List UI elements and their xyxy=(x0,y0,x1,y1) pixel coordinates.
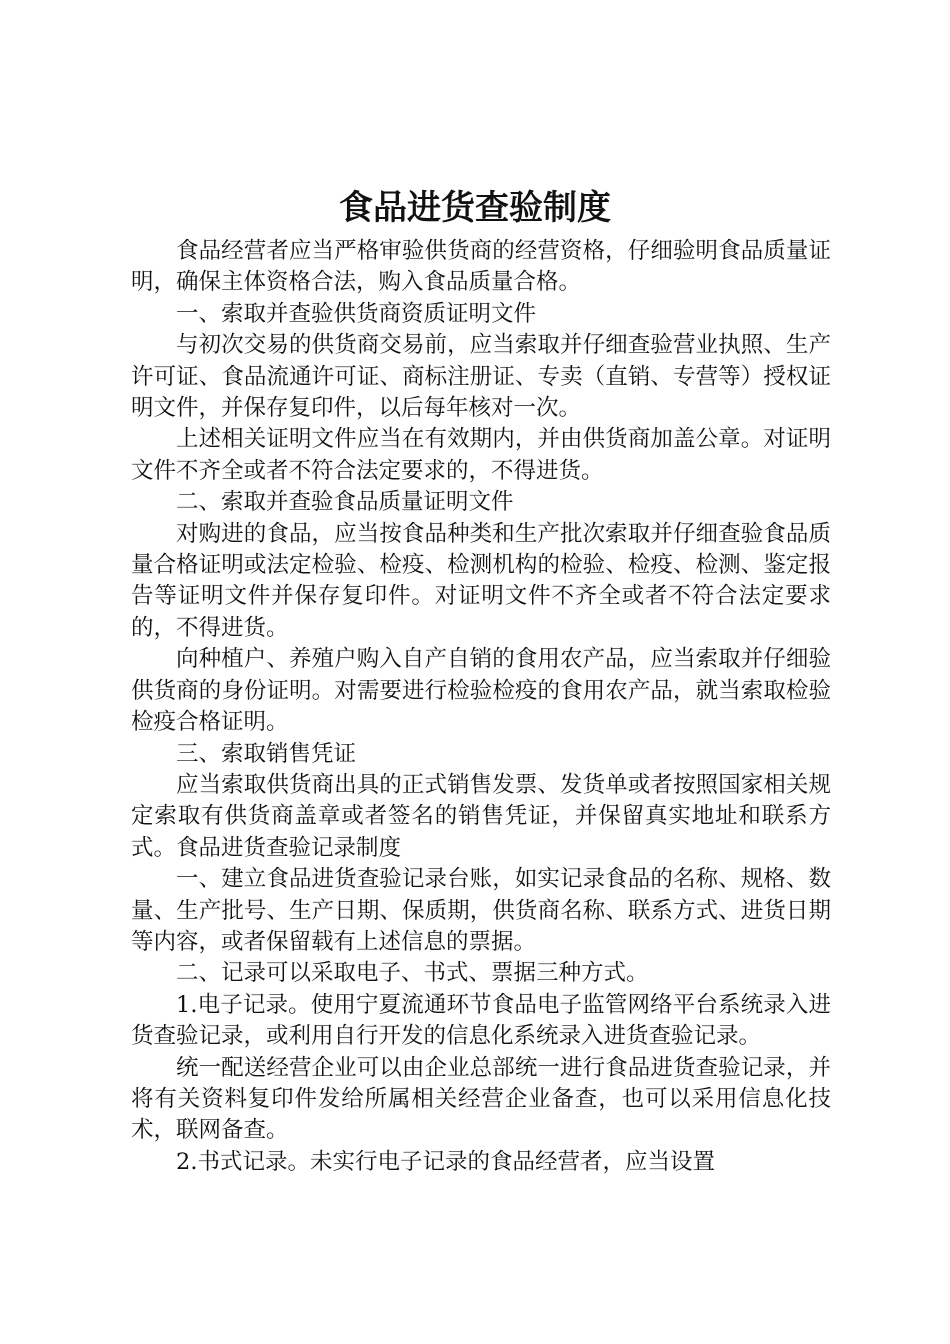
paragraph: 2.书式记录。未实行电子记录的食品经营者，应当设置 xyxy=(176,1148,715,1175)
document-title: 食品进货查验制度 xyxy=(339,188,611,228)
paragraph: 与初次交易的供货商交易前，应当索取并仔细查验营业执照、生产许可证、食品流通许可证、商标注册证、专卖（直销、专营等）授权证明文件，并保存复印件，以后每年核对一次。 xyxy=(131,332,831,422)
document-body xyxy=(131,236,831,1178)
paragraph: 二、记录可以采取电子、书式、票据三种方式。 xyxy=(176,960,649,987)
paragraph: 1.电子记录。使用宁夏流通环节食品电子监管网络平台系统录入进货查验记录，或利用自行开发的信息化系统录入进货查验记录。 xyxy=(131,991,831,1050)
paragraph: 上述相关证明文件应当在有效期内，并由供货商加盖公章。对证明文件不齐全或者不符合法定要求的，不得进货。 xyxy=(131,426,831,484)
paragraph-intro: 食品经营者应当严格审验供货商的经营资格，仔细验明食品质量证明，确保主体资格合法，购入食品质量合格。 xyxy=(131,238,831,296)
paragraph: 一、建立食品进货查验记录台账，如实记录食品的名称、规格、数量、生产批号、生产日期、保质期，供货商名称、联系方式、进货日期等内容，或者保留载有上述信息的票据。 xyxy=(131,866,831,955)
section-heading-2: 二、索取并查验食品质量证明文件 xyxy=(176,489,514,516)
paragraph: 统一配送经营企业可以由企业总部统一进行食品进货查验记录，并将有关资料复印件发给所属相关经营企业备查，也可以采用信息化技术，联网备查。 xyxy=(131,1054,831,1144)
paragraph: 对购进的食品，应当按食品种类和生产批次索取并仔细查验食品质量合格证明或法定检验、检疫、检测机构的检验、检疫、检测、鉴定报告等证明文件并保存复印件。对证明文件不齐全或者不符合法定要求的，不得进货。 xyxy=(131,520,831,641)
section-heading-1: 一、索取并查验供货商资质证明文件 xyxy=(176,300,537,327)
paragraph: 向种植户、养殖户购入自产自销的食用农产品，应当索取并仔细验供货商的身份证明。对需要进行检验检疫的食用农产品，就当索取检验检疫合格证明。 xyxy=(131,646,831,736)
section-heading-3: 三、索取销售凭证 xyxy=(176,740,357,767)
paragraph: 应当索取供货商出具的正式销售发票、发货单或者按照国家相关规定索取有供货商盖章或者签名的销售凭证，并保留真实地址和联系方式。食品进货查验记录制度 xyxy=(131,771,831,861)
